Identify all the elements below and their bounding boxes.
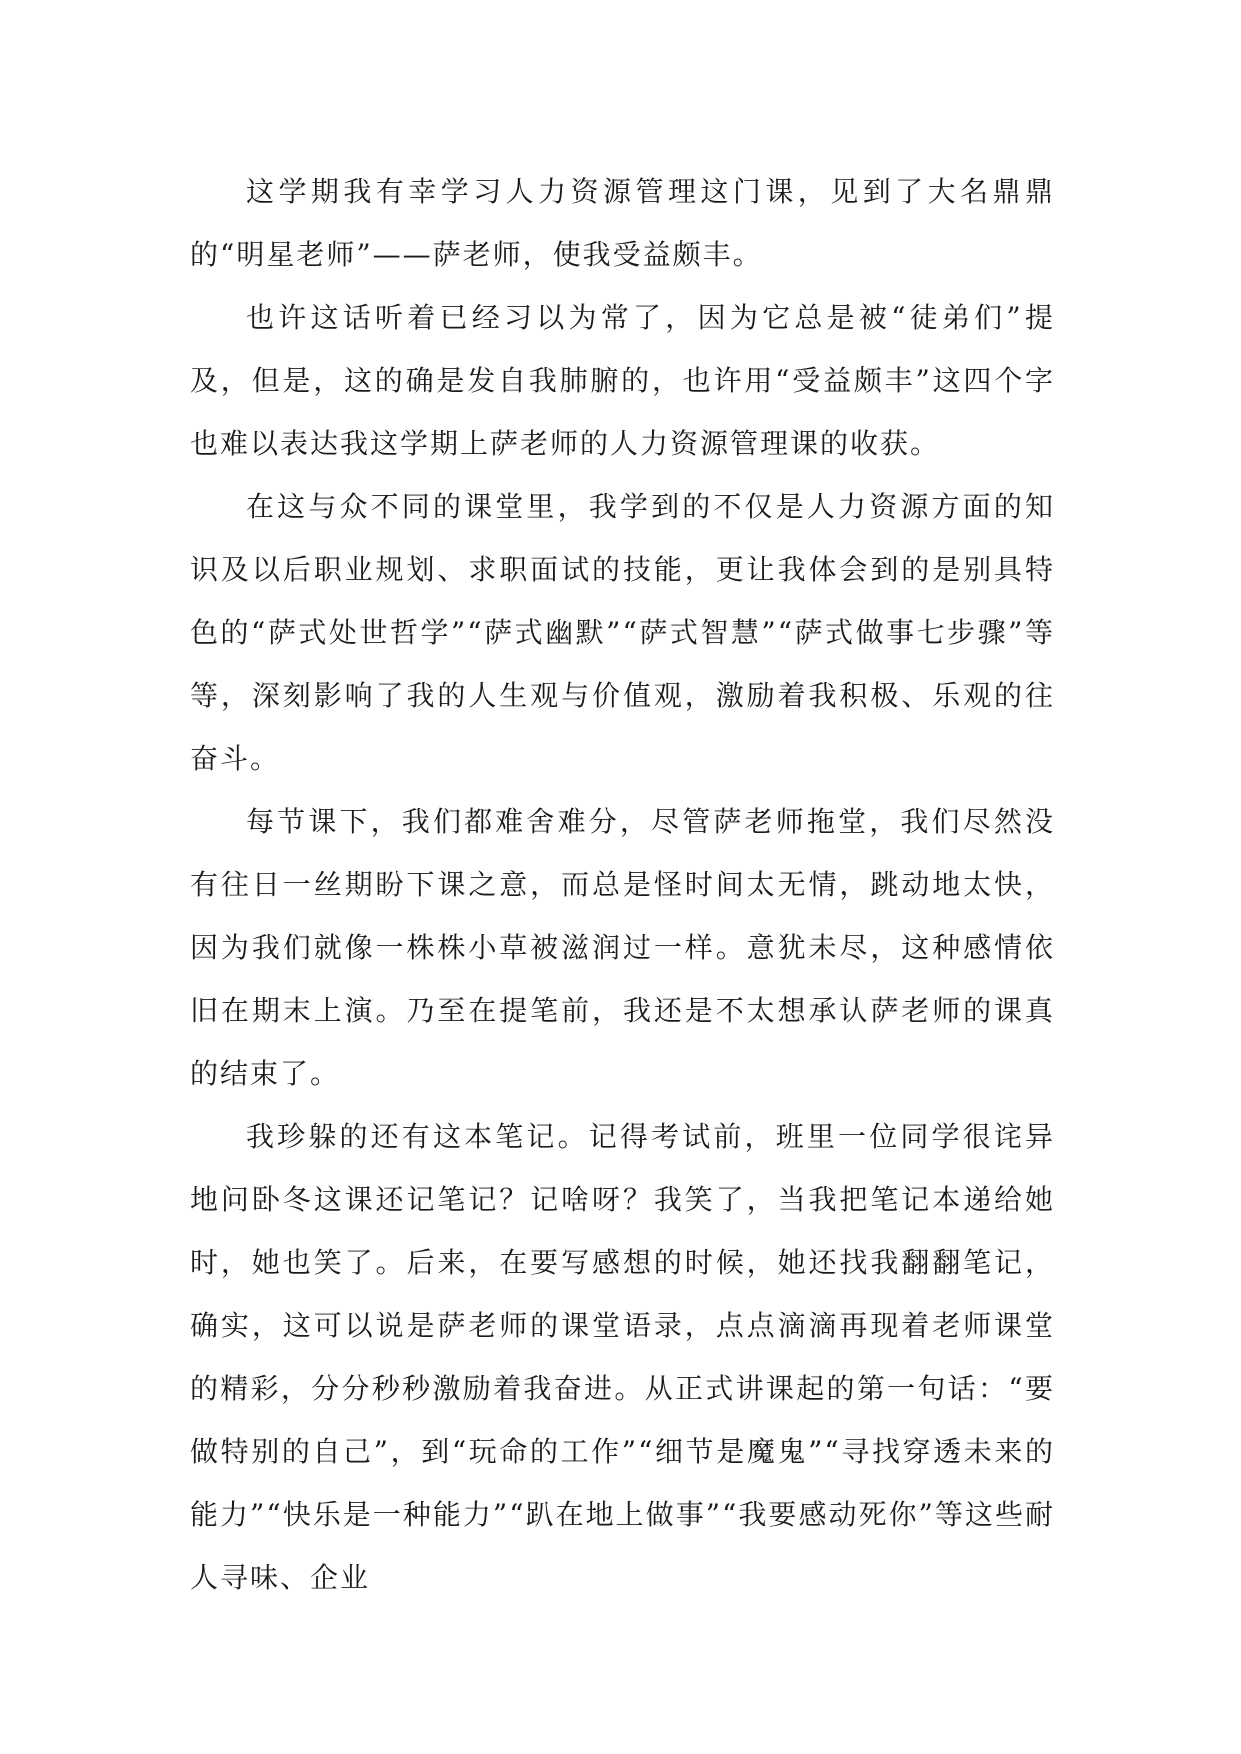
paragraph-1: 这学期我有幸学习人力资源管理这门课，见到了大名鼎鼎的“明星老师”——萨老师，使我受益颇丰。 — [190, 175, 1055, 271]
document-body — [190, 160, 1055, 1609]
paragraph-3: 在这与众不同的课堂里，我学到的不仅是人力资源方面的知识及以后职业规划、求职面试的技能，更让我体会到的是别具特色的“萨式处世哲学”“萨式幽默”“萨式智慧”“萨式做事七步骤”等等，深刻影响了我的人生观与价值观，激励着我积极、乐观的往奋斗。 — [190, 490, 1055, 775]
paragraph-5: 我珍躲的还有这本笔记。记得考试前，班里一位同学很诧异地问卧冬这课还记笔记？记啥呀？我笑了，当我把笔记本递给她时，她也笑了。后来，在要写感想的时候，她还找我翻翻笔记，确实，这可以说是萨老师的课堂语录，点点滴滴再现着老师课堂的精彩，分分秒秒激励着我奋进。从正式讲课起的第一句话：“要做特别的自己”，到“玩命的工作”“细节是魔鬼”“寻找穿透未来的能力”“快乐是一种能力”“趴在地上做事”“我要感动死你”等这些耐人寻味、企业 — [190, 1120, 1055, 1594]
paragraph-2: 也许这话听着已经习以为常了，因为它总是被“徒弟们”提及，但是，这的确是发自我肺腑的，也许用“受益颇丰”这四个字也难以表达我这学期上萨老师的人力资源管理课的收获。 — [190, 301, 1055, 460]
paragraph-4: 每节课下，我们都难舍难分，尽管萨老师拖堂，我们尽然没有往日一丝期盼下课之意，而总是怪时间太无情，跳动地太快，因为我们就像一株株小草被滋润过一样。意犹未尽，这种感情依旧在期末上演。乃至在提笔前，我还是不太想承认萨老师的课真的结束了。 — [190, 805, 1055, 1090]
